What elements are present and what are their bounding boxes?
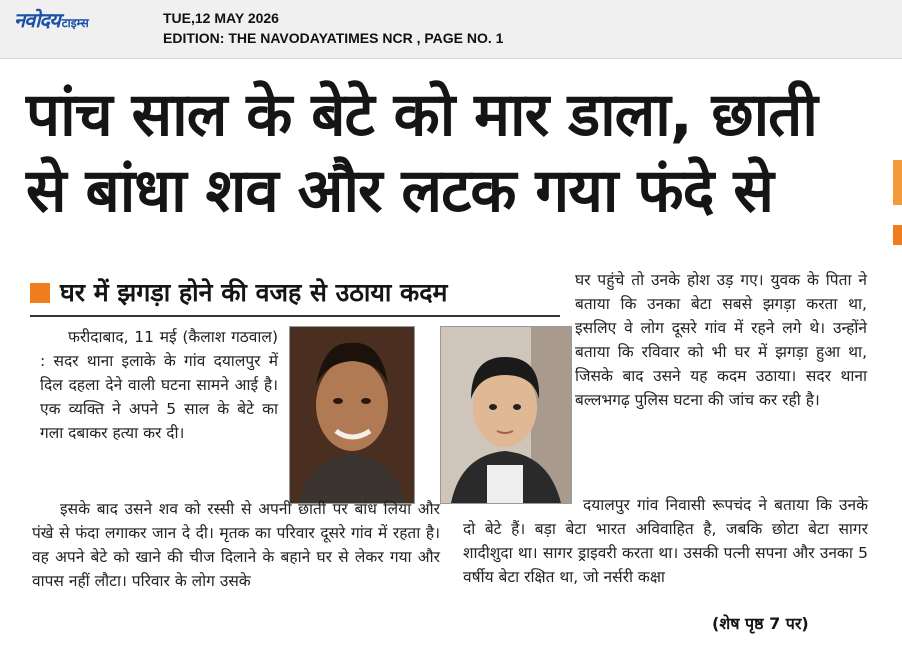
article-paragraph-3: घर पहुंचे तो उनके होश उड़ गए। युवक के पिता ने बताया कि उनका बेटा सबसे झगड़ा करता था, इसलिए वे लोग दूसरे गांव में रहने लगे थे। उन्होंने बताया कि रविवार को भी घर में झगड़ा हुआ था, जिसके बाद उसने यह कदम उठाया। सदर थाना बल्लभगढ़ पुलिस घटना की जांच कर रही है। [575,271,867,409]
article-paragraph-1 [40,325,278,445]
article-headline: पांच साल के बेटे को मार डाला, छाती से बांधा शव और लटक गया फंदे से [26,80,817,226]
boy-portrait-icon [441,327,571,503]
paragraph-4-text: दयालपुर गांव निवासी रूपचंद ने बताया कि उनके दो बेटे हैं। बड़ा बेटा भारत अविवाहित है, जबकि छोटा बेटा सागर शादीशुदा था। सागर ड्राइवरी करता था। उसकी पत्नी सपना और उनका 5 वर्षीय बेटा रक्षित था, जो नर्सरी कक्षा [463,496,868,586]
newspaper-logo[interactable] [14,6,89,33]
article-subheadline [30,275,560,309]
photo-man [289,326,415,504]
article-paragraph-4 [463,493,868,589]
orange-square-icon [30,283,50,303]
article-paragraph-2 [32,497,440,593]
logo-sub-text: टाइम्स [61,16,89,30]
adjacent-article-edge [893,160,902,646]
paragraph-1-text: फरीदाबाद, 11 मई (कैलाश गठवाल) : सदर थाना इलाके के गांव दयालपुर में दिल दहला देने वाली घटना सामने आई है। एक व्यक्ति ने अपने 5 साल के बेटे का गला दबाकर हत्या कर दी। [40,328,278,442]
subheadline-text: घर में झगड़ा होने की वजह से उठाया कदम [60,278,448,307]
edition-date: TUE,12 MAY 2026 [163,10,279,26]
continued-on-page-link[interactable]: (शेष पृष्ठ 7 पर) [712,614,809,633]
masthead-bar [0,0,902,59]
paragraph-2-text: इसके बाद उसने शव को रस्सी से अपनी छाती पर बांध लिया और पंखे से फंदा लगाकर जान दे दी। मृतक का परिवार दूसरे गांव में रहता है। वह अपने बेटे को खाने की चीज दिलाने के बहाने घर से लेकर गया और वापस नहीं लौटा। परिवार के लोग उसके [32,500,440,590]
subheadline-divider [30,315,560,317]
edition-info [163,8,503,48]
man-portrait-icon [290,327,414,503]
edition-label: EDITION: THE NAVODAYATIMES NCR , PAGE NO. 1 [163,30,504,46]
logo-main-text: नवोदय [14,8,60,32]
photo-boy [440,326,572,504]
